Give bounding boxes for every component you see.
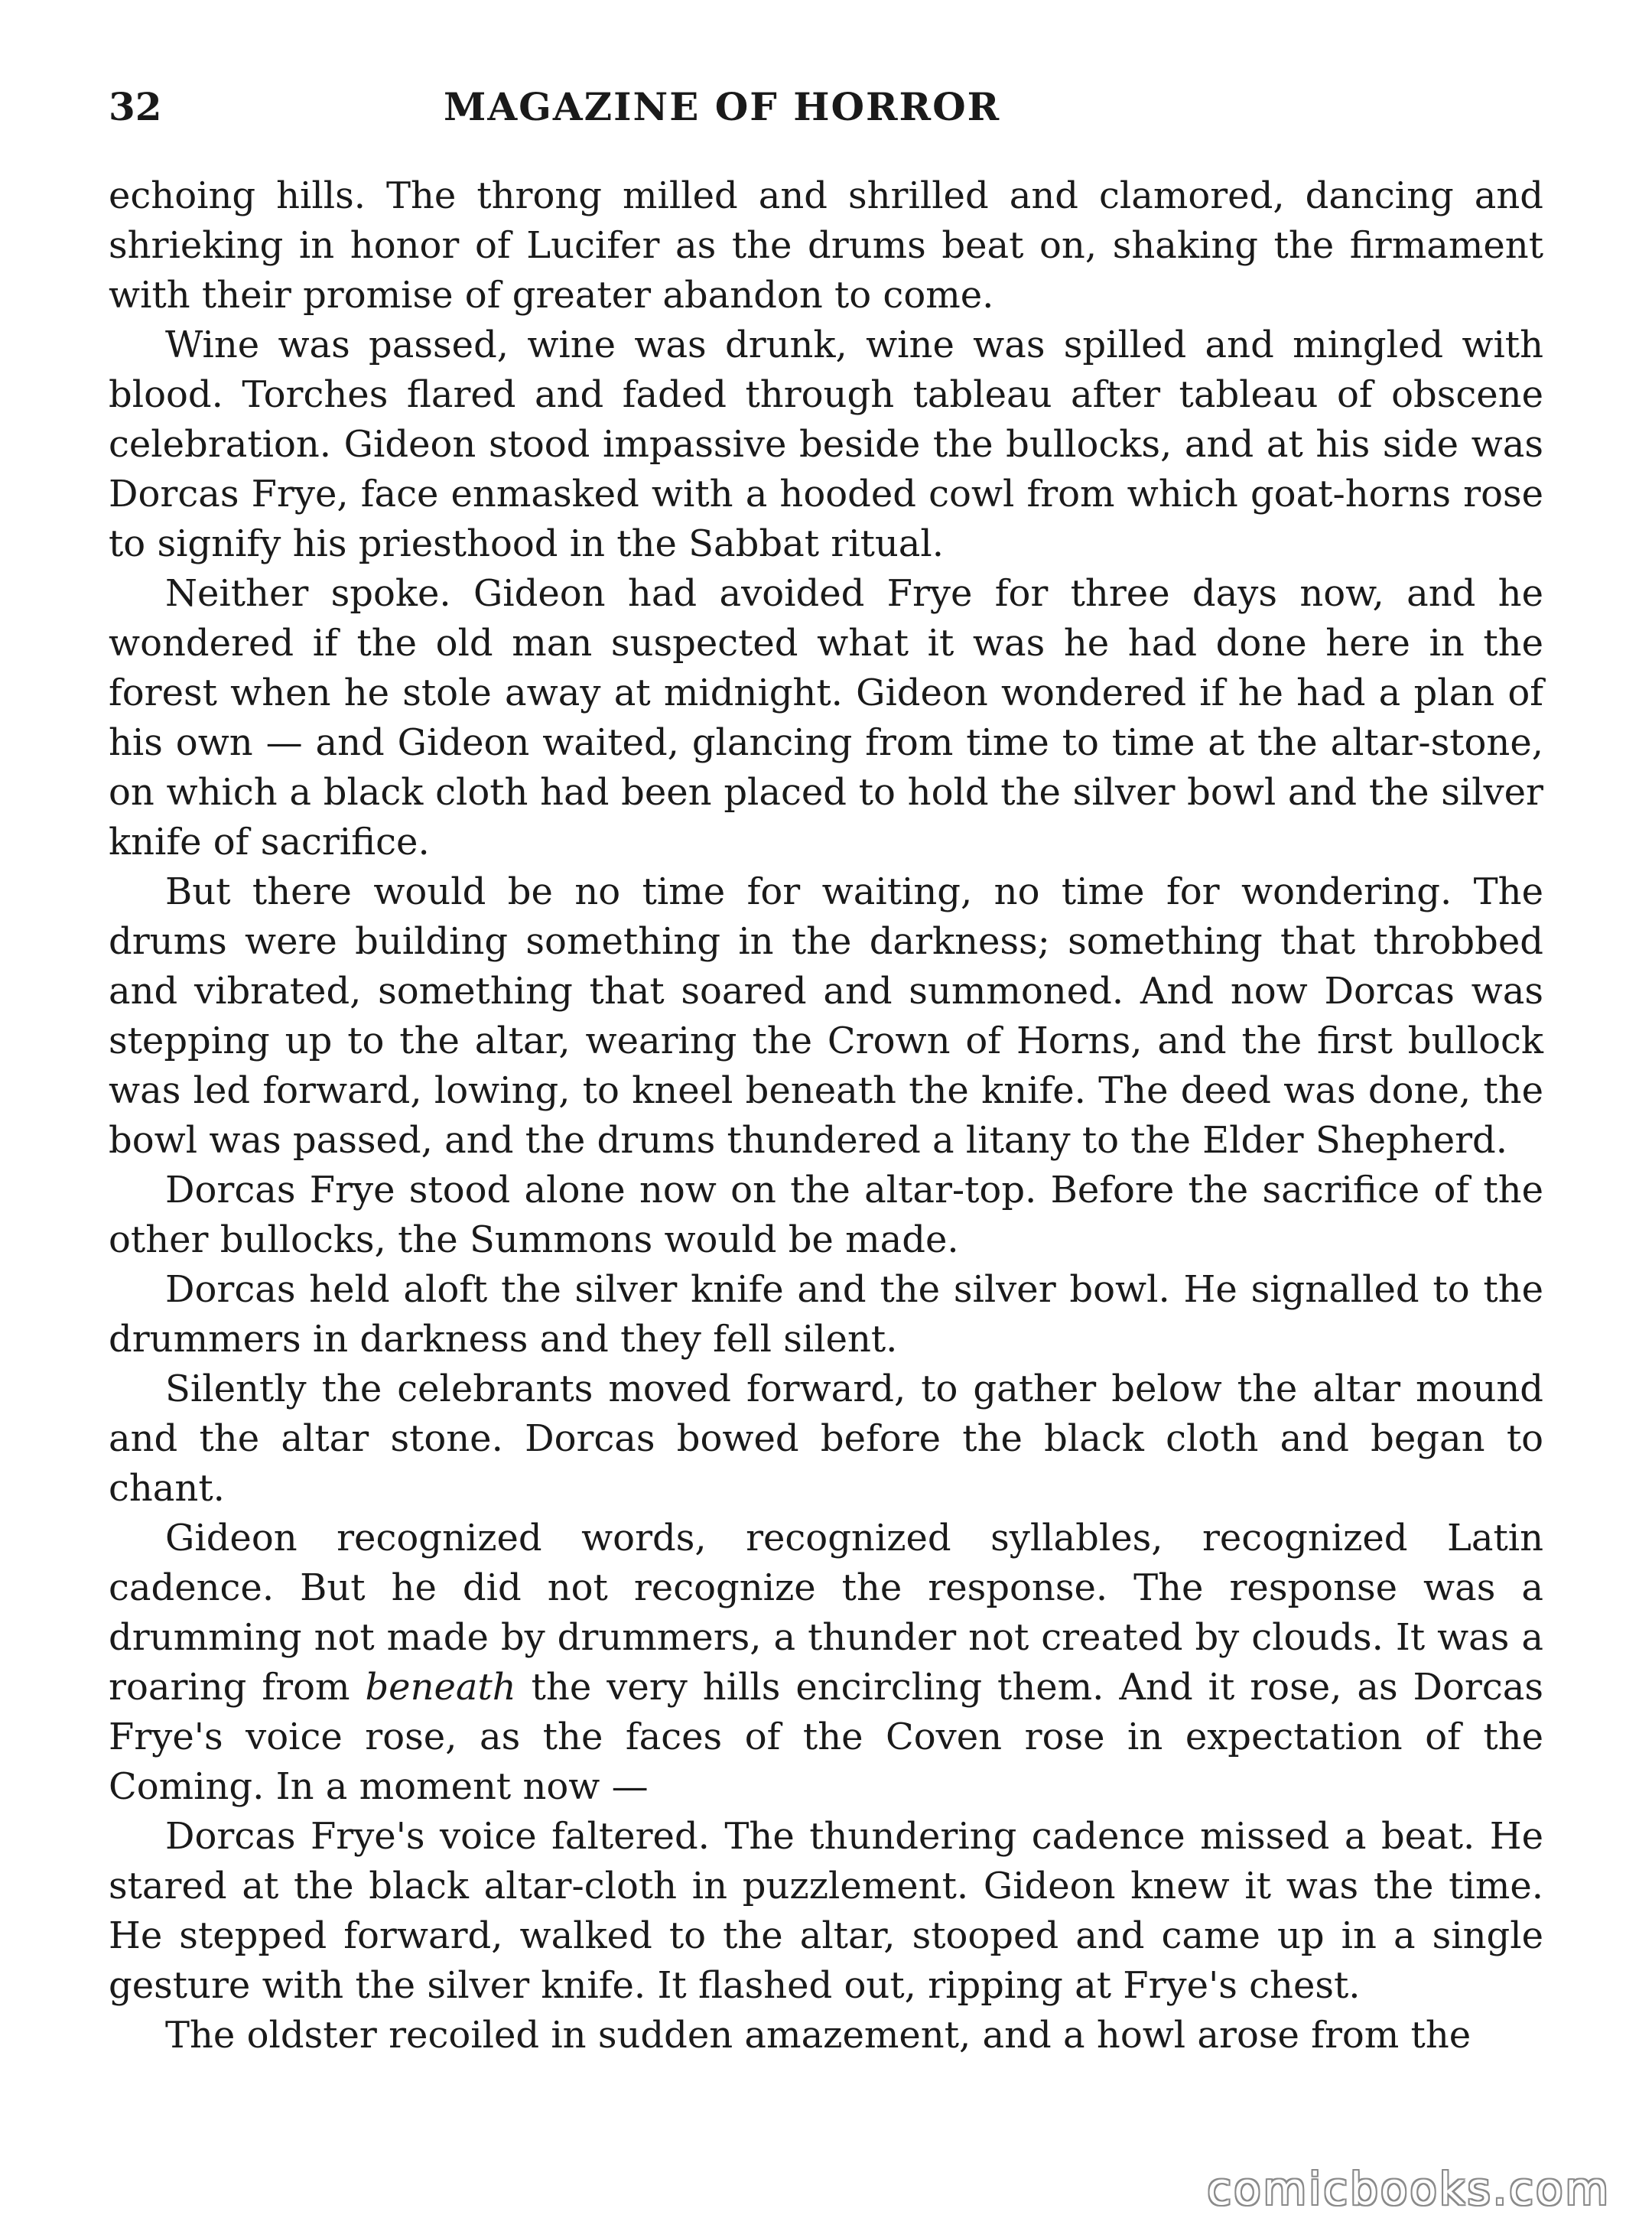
emphasized-word: beneath — [365, 1666, 516, 1709]
paragraph: Silently the celebrants moved forward, to gather below the altar mound and the altar stone. Dorcas bowed before the black cloth and began to chant. — [109, 1368, 1543, 1510]
paragraph-text: the very hills encircling them. And it rose, as Dorcas Frye's voice rose, as the faces of the Coven rose in expectation of the Coming. In a moment now — — [109, 1666, 1543, 1808]
paragraph: Dorcas held aloft the silver knife and the silver bowl. He signalled to the drummers in darkness and they fell silent. — [109, 1268, 1543, 1361]
paragraph: The oldster recoiled in sudden amazement, and a howl arose from the — [165, 2014, 1472, 2057]
paragraph — [109, 1514, 1543, 1812]
magazine-title: MAGAZINE OF HORROR — [444, 84, 1001, 129]
page-header — [109, 84, 1543, 145]
paragraph: Dorcas Frye's voice faltered. The thundering cadence missed a beat. He stared at the black altar-cloth in puzzlement. Gideon knew it was the time. He stepped forward, walked to the altar, stooped and came up in a single gesture with the silver knife. It flashed out, ripping at Frye's chest. — [109, 1815, 1543, 2007]
paragraph: Dorcas Frye stood alone now on the altar-top. Before the sacrifice of the other bullocks, the Summons would be made. — [109, 1169, 1543, 1261]
paragraph-text: Gideon recognized words, recognized syllables, recognized Latin cadence. But he did not recognize the response. The response was a drumming not made by drummers, a thunder not created by clouds. It was a roaring from — [109, 1517, 1543, 1709]
page-number: 32 — [109, 84, 162, 129]
watermark: comicbooks.com — [1207, 2163, 1611, 2215]
paragraph: But there would be no time for waiting, no time for wondering. The drums were building something in the darkness; something that throbbed and vibrated, something that soared and summoned. And now Dorcas was stepping up to the altar, wearing the Crown of Horns, and the first bullock was led forward, lowing, to kneel beneath the knife. The deed was done, the bowl was passed, and the drums thundered a litany to the Elder Shepherd. — [109, 870, 1543, 1162]
paragraph: Neither spoke. Gideon had avoided Frye for three days now, and he wondered if the old man suspected what it was he had done here in the forest when he stole away at midnight. Gideon wondered if he had a plan of his own — and Gideon waited, glancing from time to time at the altar-stone, on which a black cloth had been placed to hold the silver bowl and the silver knife of sacrifice. — [109, 572, 1543, 863]
story-text — [109, 171, 1543, 2060]
paragraph: echoing hills. The throng milled and shrilled and clamored, dancing and shrieking in honor of Lucifer as the drums beat on, shaking the firmament with their promise of greater abandon to come. — [109, 174, 1543, 317]
paragraph: Wine was passed, wine was drunk, wine was spilled and mingled with blood. Torches flared and faded through tableau after tableau of obscene celebration. Gideon stood impassive beside the bullocks, and at his side was Dorcas Frye, face enmasked with a hooded cowl from which goat-horns rose to signify his priesthood in the Sabbat ritual. — [109, 324, 1543, 565]
